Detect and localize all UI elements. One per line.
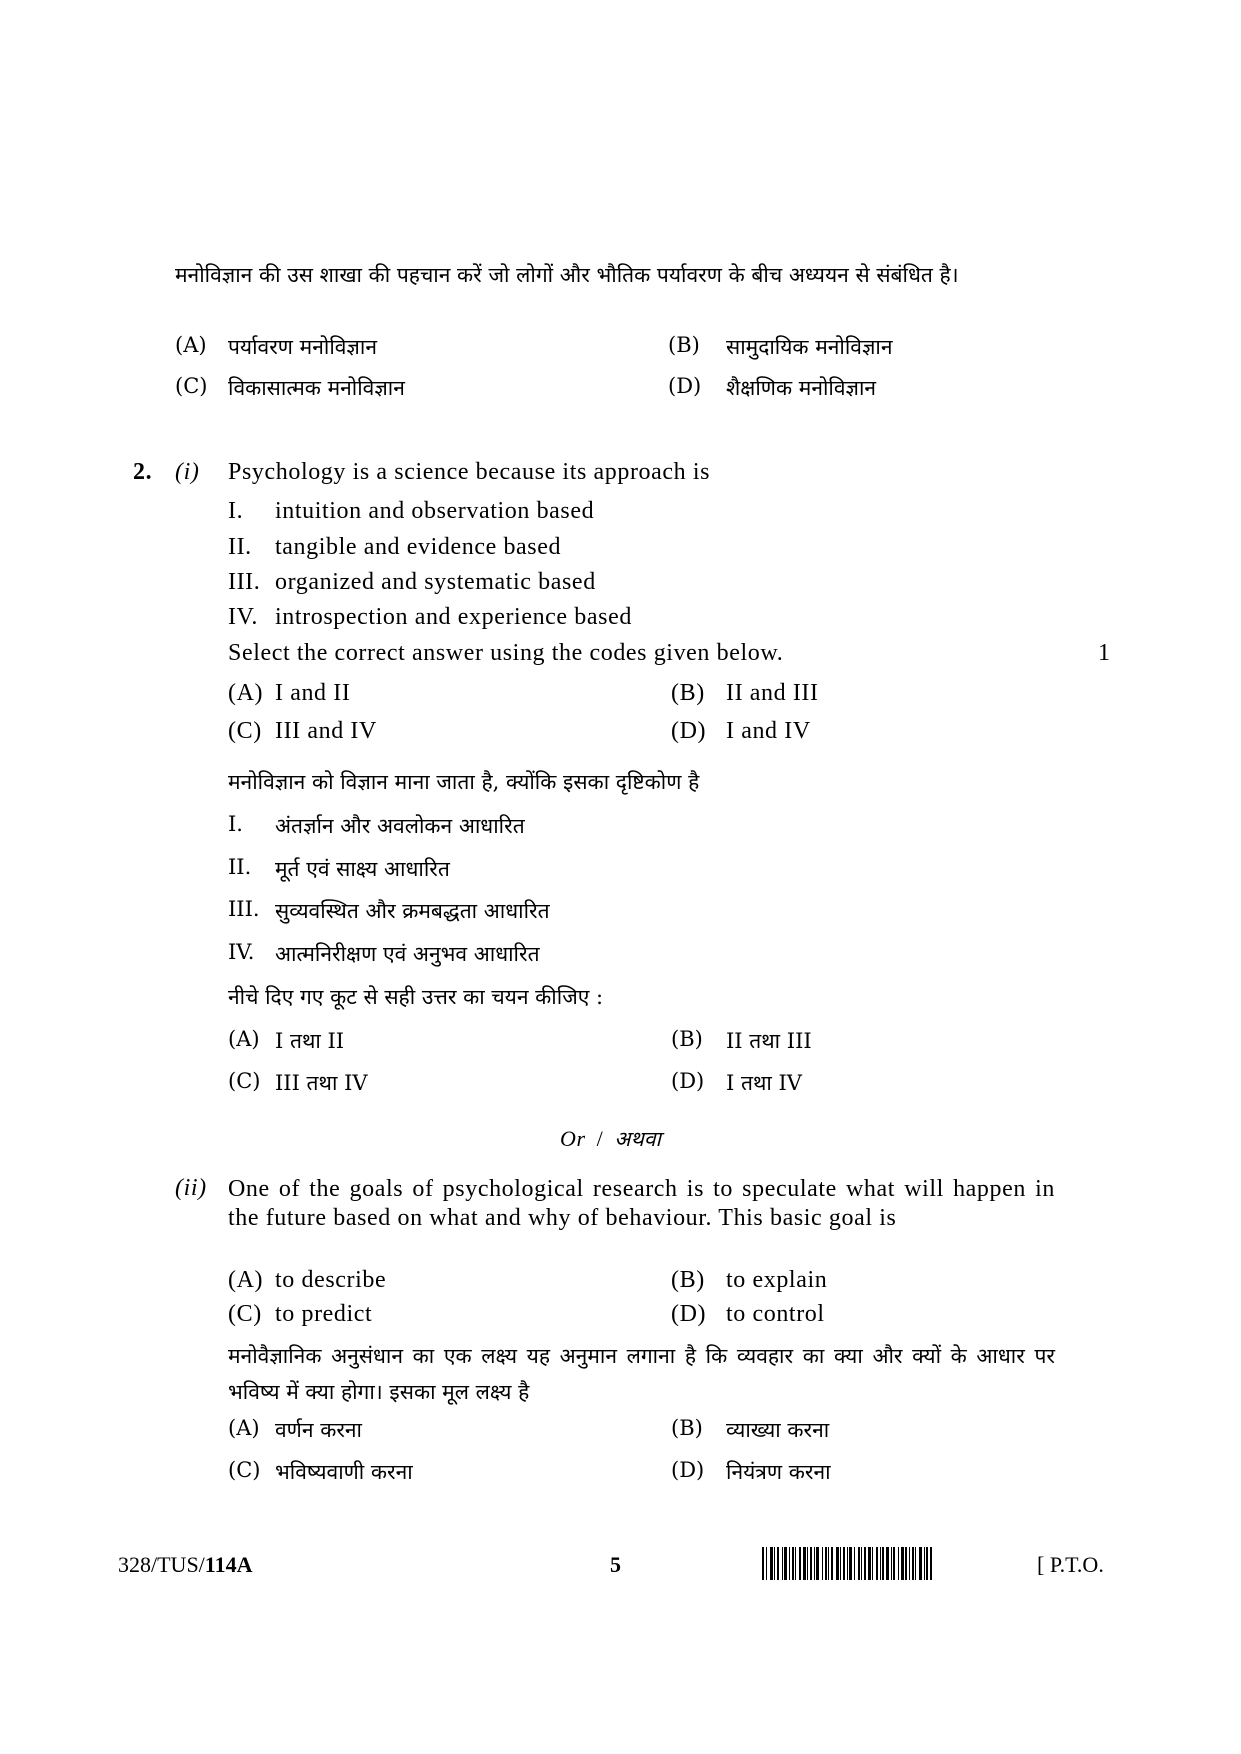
part-ii-hindi-option-d-text: नियंत्रण करना [726, 1460, 831, 1484]
hindi-statement-text: अंतर्ज्ञान और अवलोकन आधारित [275, 814, 525, 838]
part-ii-option-a-text: to describe [275, 1267, 387, 1293]
q1-option-a-text: पर्यावरण मनोविज्ञान [228, 335, 377, 359]
part-i-option-c-label: (C) [228, 718, 262, 744]
q1-option-a-label: (A) [175, 333, 207, 357]
part-i-option-b-text: II and III [726, 680, 819, 706]
hindi-statement-text: मूर्त एवं साक्ष्य आधारित [275, 857, 450, 881]
paper-code-bold: 114A [204, 1552, 253, 1577]
statement-num: II. [228, 534, 252, 560]
part-i-option-c-text: III and IV [275, 718, 377, 744]
q1-option-c-label: (C) [175, 374, 208, 398]
question-number: 2. [133, 459, 153, 485]
marks: 1 [1098, 640, 1111, 666]
part-ii-hindi-option-d-label: (D) [671, 1458, 705, 1482]
statement-num: IV. [228, 604, 259, 630]
statement-num: III. [228, 569, 261, 595]
part-i-hindi-option-d-text: I तथा IV [726, 1071, 802, 1095]
part-i-hindi-option-a-text: I तथा II [275, 1029, 345, 1053]
hindi-statement-text: सुव्यवस्थित और क्रमबद्धता आधारित [275, 899, 550, 923]
hindi-statement-num: I. [228, 812, 243, 836]
part-ii-hindi-option-c-text: भविष्यवाणी करना [275, 1460, 413, 1484]
part-i-hindi-option-c-text: III तथा IV [275, 1071, 368, 1095]
q1-option-b-label: (B) [668, 333, 700, 357]
part-ii-option-d-label: (D) [671, 1301, 707, 1327]
statement-num: I. [228, 498, 244, 524]
q1-option-d-text: शैक्षणिक मनोविज्ञान [726, 376, 877, 400]
hindi-statement-num: III. [228, 897, 260, 921]
statement-text: introspection and experience based [275, 604, 632, 630]
hindi-statement-text: आत्मनिरीक्षण एवं अनुभव आधारित [275, 942, 540, 966]
part-ii-hindi-option-a-label: (A) [228, 1416, 260, 1440]
q1-option-b-text: सामुदायिक मनोविज्ञान [726, 335, 893, 359]
hindi-statement-num: IV. [228, 940, 255, 964]
part-ii-hindi-option-a-text: वर्णन करना [275, 1418, 362, 1442]
part-i-hindi-option-d-label: (D) [671, 1069, 705, 1093]
statement-text: intuition and observation based [275, 498, 595, 524]
barcode [762, 1547, 1018, 1580]
part-i-option-a-text: I and II [275, 680, 351, 706]
part-i-hindi-option-b-text: II तथा III [726, 1029, 812, 1053]
q1-hindi-stem: मनोविज्ञान की उस शाखा की पहचान करें जो लोगों और भौतिक पर्यावरण के बीच अध्ययन से संबंधित है। [175, 263, 959, 287]
part-i-label: (i) [175, 459, 200, 485]
part-i-stem: Psychology is a science because its approach is [228, 459, 711, 485]
paper-code-prefix: 328/TUS/ [118, 1552, 205, 1577]
part-ii-hindi-option-b-text: व्याख्या करना [726, 1418, 830, 1442]
part-i-hindi-option-b-label: (B) [671, 1027, 703, 1051]
part-i-hindi-option-a-label: (A) [228, 1027, 260, 1051]
q1-option-c-text: विकासात्मक मनोविज्ञान [228, 376, 405, 400]
page-number: 5 [610, 1552, 621, 1577]
part-i-option-a-label: (A) [228, 680, 264, 706]
or-separator [560, 1125, 661, 1153]
part-ii-option-c-text: to predict [275, 1301, 373, 1327]
part-ii-option-a-label: (A) [228, 1267, 264, 1293]
part-ii-label: (ii) [175, 1175, 207, 1201]
statement-text: tangible and evidence based [275, 534, 562, 560]
part-ii-hindi-option-b-label: (B) [671, 1416, 703, 1440]
part-i-instruction: Select the correct answer using the codes given below. [228, 640, 784, 666]
part-i-hindi-option-c-label: (C) [228, 1069, 261, 1093]
part-i-option-d-text: I and IV [726, 718, 811, 744]
part-i-hindi-stem: मनोविज्ञान को विज्ञान माना जाता है, क्योंकि इसका दृष्टिकोण है [228, 770, 700, 794]
part-ii-option-b-label: (B) [671, 1267, 705, 1293]
part-ii-option-b-text: to explain [726, 1267, 828, 1293]
pto: [ P.T.O. [1037, 1552, 1104, 1577]
part-i-option-b-label: (B) [671, 680, 705, 706]
hindi-statement-num: II. [228, 855, 252, 879]
part-i-option-d-label: (D) [671, 718, 707, 744]
part-ii-option-d-text: to control [726, 1301, 825, 1327]
statement-text: organized and systematic based [275, 569, 596, 595]
or-slash: / [596, 1126, 604, 1151]
part-ii-hindi-stem: मनोवैज्ञानिक अनुसंधान का एक लक्ष्य यह अनुमान लगाना है कि व्यवहार का क्या और क्यों के आधार पर भविष्य में क्या होगा। इसका मूल लक्ष्य है [228, 1344, 1055, 1404]
paper-code [118, 1552, 252, 1578]
or-english: Or [560, 1126, 586, 1151]
part-ii-hindi-option-c-label: (C) [228, 1458, 261, 1482]
q1-option-d-label: (D) [668, 374, 702, 398]
part-ii-option-c-label: (C) [228, 1301, 262, 1327]
or-hindi: अथवा [614, 1127, 661, 1151]
part-i-hindi-instruction: नीचे दिए गए कूट से सही उत्तर का चयन कीजिए : [228, 985, 604, 1009]
part-ii-stem: One of the goals of psychological research is to speculate what will happen in the future based on what and why of behaviour. This basic goal is [228, 1176, 1055, 1231]
